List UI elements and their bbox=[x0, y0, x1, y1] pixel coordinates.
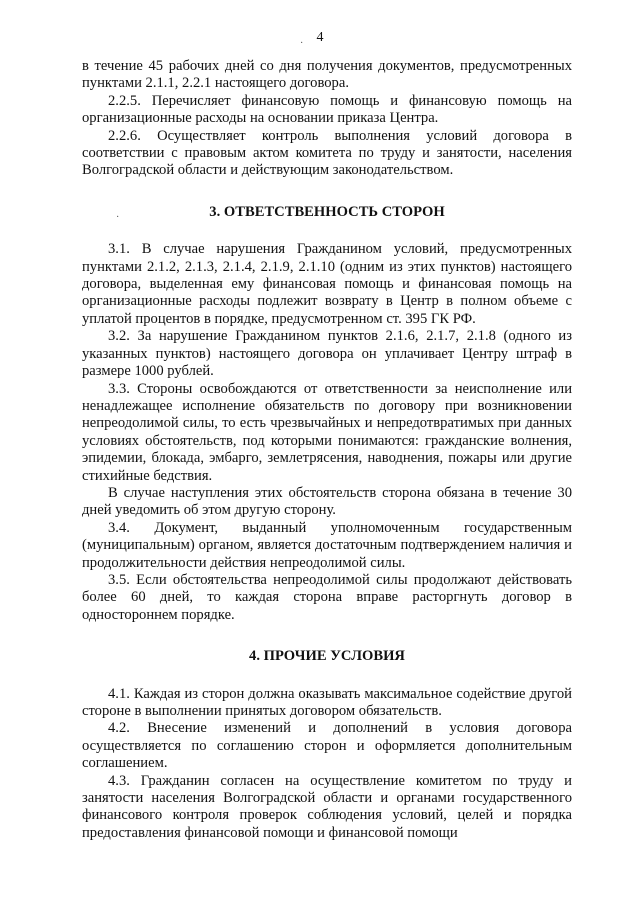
paragraph-4-3: 4.3. Гражданин согласен на осуществление комитетом по труду и занятости населения Волгоградской области и органами государственного финансового контроля проверок соблюдения условий, целей и порядка предоставления финансовой помощи и финансовой помощи bbox=[82, 772, 572, 841]
scan-speck: · bbox=[116, 212, 120, 223]
paragraph-3-3: 3.3. Стороны освобождаются от ответственности за неисполнение или ненадлежащее исполнение обязательств по договору при возникновении непреодолимой силы, то есть чрезвычайных и непредотвратимых при данных условиях обстоятельств, под которыми понимаются: гражданские волнения, эпидемии, блокада, эмбарго, землетрясения, наводнения, пожары или другие стихийные бедствия. bbox=[82, 380, 572, 484]
paragraph-intro: в течение 45 рабочих дней со дня получения документов, предусмотренных пунктами 2.1.1, 2.2.1 настоящего договора. bbox=[82, 58, 572, 92]
paragraph-3-5: 3.5. Если обстоятельства непреодолимой силы продолжают действовать более 60 дней, то каждая сторона вправе расторгнуть договор в одностороннем порядке. bbox=[82, 571, 572, 623]
section-3-title: 3. ОТВЕТСТВЕННОСТЬ СТОРОН bbox=[209, 203, 445, 220]
paragraph-2-2-6: 2.2.6. Осуществляет контроль выполнения условий договора в соответствии с правовым актом комитета по труду и занятости, населения Волгоградской области и действующим законодательством. bbox=[82, 127, 572, 179]
paragraph-3-1: 3.1. В случае нарушения Гражданином условий, предусмотренных пунктами 2.1.2, 2.1.3, 2.1.4, 2.1.9, 2.1.10 (одним из этих пунктов) настоящего договора, выделенная ему финансовая помощь и финансовая помощь на организационные расходы подлежит возврату в Центр в полном объеме с уплатой процентов в порядке, предусмотренном ст. 395 ГК РФ. bbox=[82, 241, 572, 327]
paragraph-3-3-notice: В случае наступления этих обстоятельств сторона обязана в течение 30 дней уведомить об этом другую сторону. bbox=[82, 484, 572, 519]
paragraph-3-2: 3.2. За нарушение Гражданином пунктов 2.1.6, 2.1.7, 2.1.8 (одного из указанных пунктов) настоящего договора он уплачивает Центру штраф в размере 1000 рублей. bbox=[82, 328, 572, 380]
paragraph-3-4: 3.4. Документ, выданный уполномоченным государственным (муниципальным) органом, является достаточным подтверждением наличия и продолжительности действия непреодолимой силы. bbox=[82, 519, 572, 571]
paragraph-4-2: 4.2. Внесение изменений и дополнений в условия договора осуществляется по соглашению сторон и оформляется дополнительным соглашением. bbox=[82, 720, 572, 772]
document-body bbox=[82, 58, 572, 842]
paragraph-2-2-5: 2.2.5. Перечисляет финансовую помощь и финансовую помощь на организационные расходы на основании приказа Центра. bbox=[82, 92, 572, 127]
scan-speck: · bbox=[300, 38, 304, 49]
page-number: 4 bbox=[316, 30, 324, 45]
section-4-title: 4. ПРОЧИЕ УСЛОВИЯ bbox=[249, 648, 405, 665]
paragraph-4-1: 4.1. Каждая из сторон должна оказывать максимальное содействие другой стороне в выполнении принятых договором обязательств. bbox=[82, 685, 572, 719]
